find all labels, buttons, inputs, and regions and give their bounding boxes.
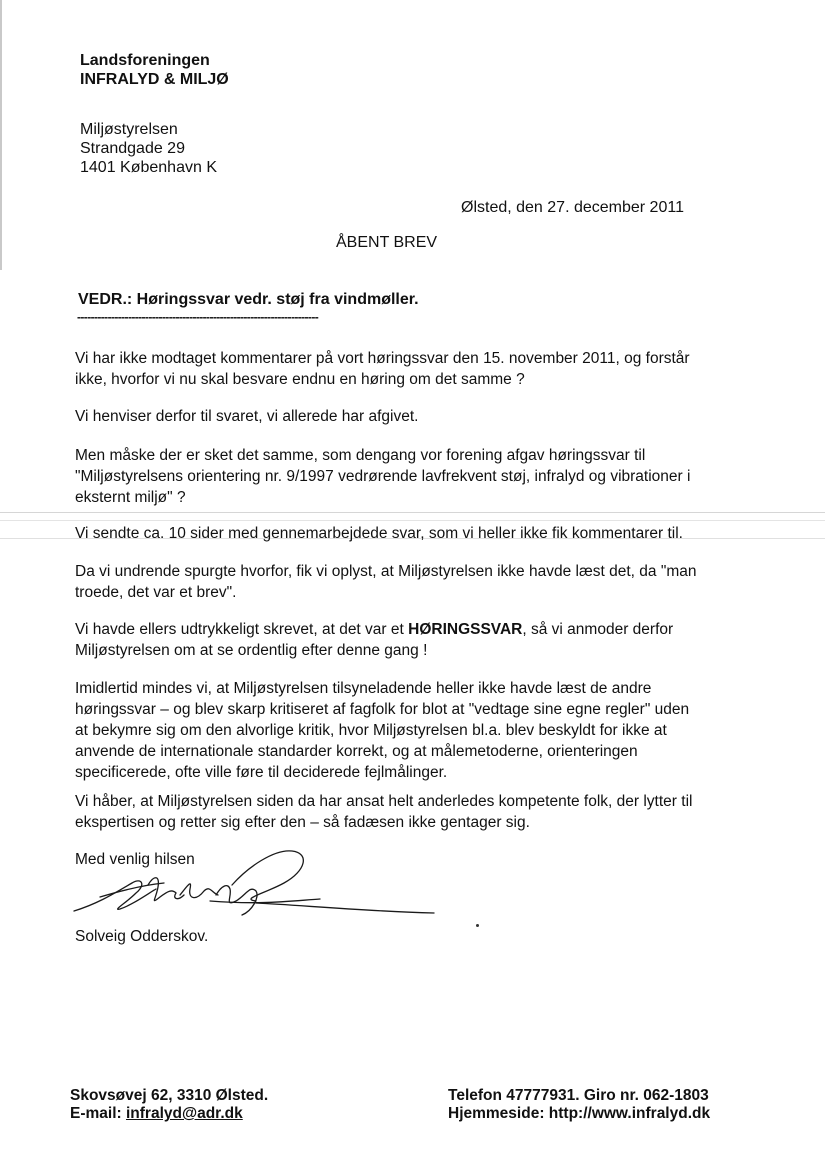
- paragraph-line: høringssvar – og blev skarp kritiseret af fagfolk for blot at "vedtage sine egne regler" uden: [75, 701, 690, 718]
- paragraph-text: , så vi anmoder derfor: [522, 621, 674, 638]
- paragraph-line: Vi håber, at Miljøstyrelsen siden da har ansat helt anderledes kompetente folk, der lytter til: [75, 793, 693, 810]
- footer-website[interactable]: Hjemmeside: http://www.infralyd.dk: [448, 1105, 711, 1122]
- recipient-street: Strandgade 29: [80, 140, 185, 157]
- paragraph-2: [75, 406, 745, 427]
- paragraph-line: anvende de internationale standarder korrekt, og at målemetoderne, orienteringen: [75, 743, 638, 760]
- paragraph-line: specificerede, ofte ville føre til deciderede fejlmålinger.: [75, 764, 448, 781]
- paragraph-line: Da vi undrende spurgte hvorfor, fik vi oplyst, at Miljøstyrelsen ikke havde læst det, da "man: [75, 563, 697, 580]
- ink-dot: [476, 924, 479, 927]
- footer-email-link[interactable]: infralyd@adr.dk: [125, 1105, 243, 1122]
- paragraph-line: Vi sendte ca. 10 sider med gennemarbejdede svar, som vi heller ikke fik kommentarer til.: [75, 525, 683, 542]
- paragraph-3: [75, 445, 745, 508]
- paragraph-1: [75, 348, 745, 390]
- footer-phone-giro: Telefon 47777931. Giro nr. 062-1803: [448, 1087, 709, 1104]
- paragraph-4: [75, 523, 745, 544]
- sender-org-name: Landsforeningen: [80, 52, 210, 69]
- paragraph-5: [75, 561, 745, 603]
- paragraph-line: eksternt miljø" ?: [75, 489, 186, 506]
- paragraph-7: [75, 678, 745, 783]
- footer-email-label: E-mail:: [70, 1105, 126, 1122]
- handwritten-signature: [60, 845, 450, 925]
- paragraph-line: Imidlertid mindes vi, at Miljøstyrelsen tilsyneladende heller ikke havde læst de andre: [75, 680, 652, 697]
- recipient-city: 1401 København K: [80, 159, 217, 176]
- footer-address: Skovsøvej 62, 3310 Ølsted.: [70, 1087, 269, 1104]
- subject-line: VEDR.: Høringssvar vedr. støj fra vindmøller.: [78, 291, 419, 308]
- paragraph-text: Vi havde ellers udtrykkeligt skrevet, at det var et: [75, 621, 409, 638]
- scan-artifact-line: [0, 512, 825, 513]
- scan-artifact-line: [0, 520, 825, 521]
- paragraph-line: Miljøstyrelsen om at se ordentlig efter denne gang !: [75, 642, 428, 659]
- paragraph-line: ikke, hvorfor vi nu skal besvare endnu en høring om det samme ?: [75, 371, 525, 388]
- footer-email-line: [70, 1104, 243, 1123]
- paragraph-line: [75, 619, 745, 640]
- date-line: Ølsted, den 27. december 2011: [461, 199, 684, 216]
- paragraph-8: [75, 791, 745, 833]
- paragraph-line: Men måske der er sket det samme, som dengang vor forening afgav høringssvar til: [75, 447, 646, 464]
- emphasis-text: HØRINGSSVAR: [408, 621, 523, 638]
- subject-underline: -----------------------------------------------------------------------: [77, 312, 319, 322]
- paragraph-line: "Miljøstyrelsens orientering nr. 9/1997 vedrørende lavfrekvent støj, infralyd og vibrationer i: [75, 468, 691, 485]
- closing-greeting: Med venlig hilsen: [75, 851, 195, 868]
- paragraph-line: Vi henviser derfor til svaret, vi allerede har afgivet.: [75, 408, 419, 425]
- letter-type-heading: ÅBENT BREV: [336, 234, 438, 251]
- paragraph-line: troede, det var et brev".: [75, 584, 237, 601]
- recipient-name: Miljøstyrelsen: [80, 121, 178, 138]
- paragraph-line: Vi har ikke modtaget kommentarer på vort høringssvar den 15. november 2011, og forstår: [75, 350, 690, 367]
- signatory-name: Solveig Odderskov.: [75, 928, 209, 945]
- paragraph-6: [75, 619, 745, 661]
- scan-edge-mark: [0, 0, 2, 270]
- sender-org-subtitle: INFRALYD & MILJØ: [80, 71, 229, 88]
- paragraph-line: ekspertisen og retter sig efter den – så fadæsen ikke gentager sig.: [75, 814, 530, 831]
- paragraph-line: at bekymre sig om den alvorlige kritik, hvor Miljøstyrelsen bl.a. blev beskyldt for ikke at: [75, 722, 667, 739]
